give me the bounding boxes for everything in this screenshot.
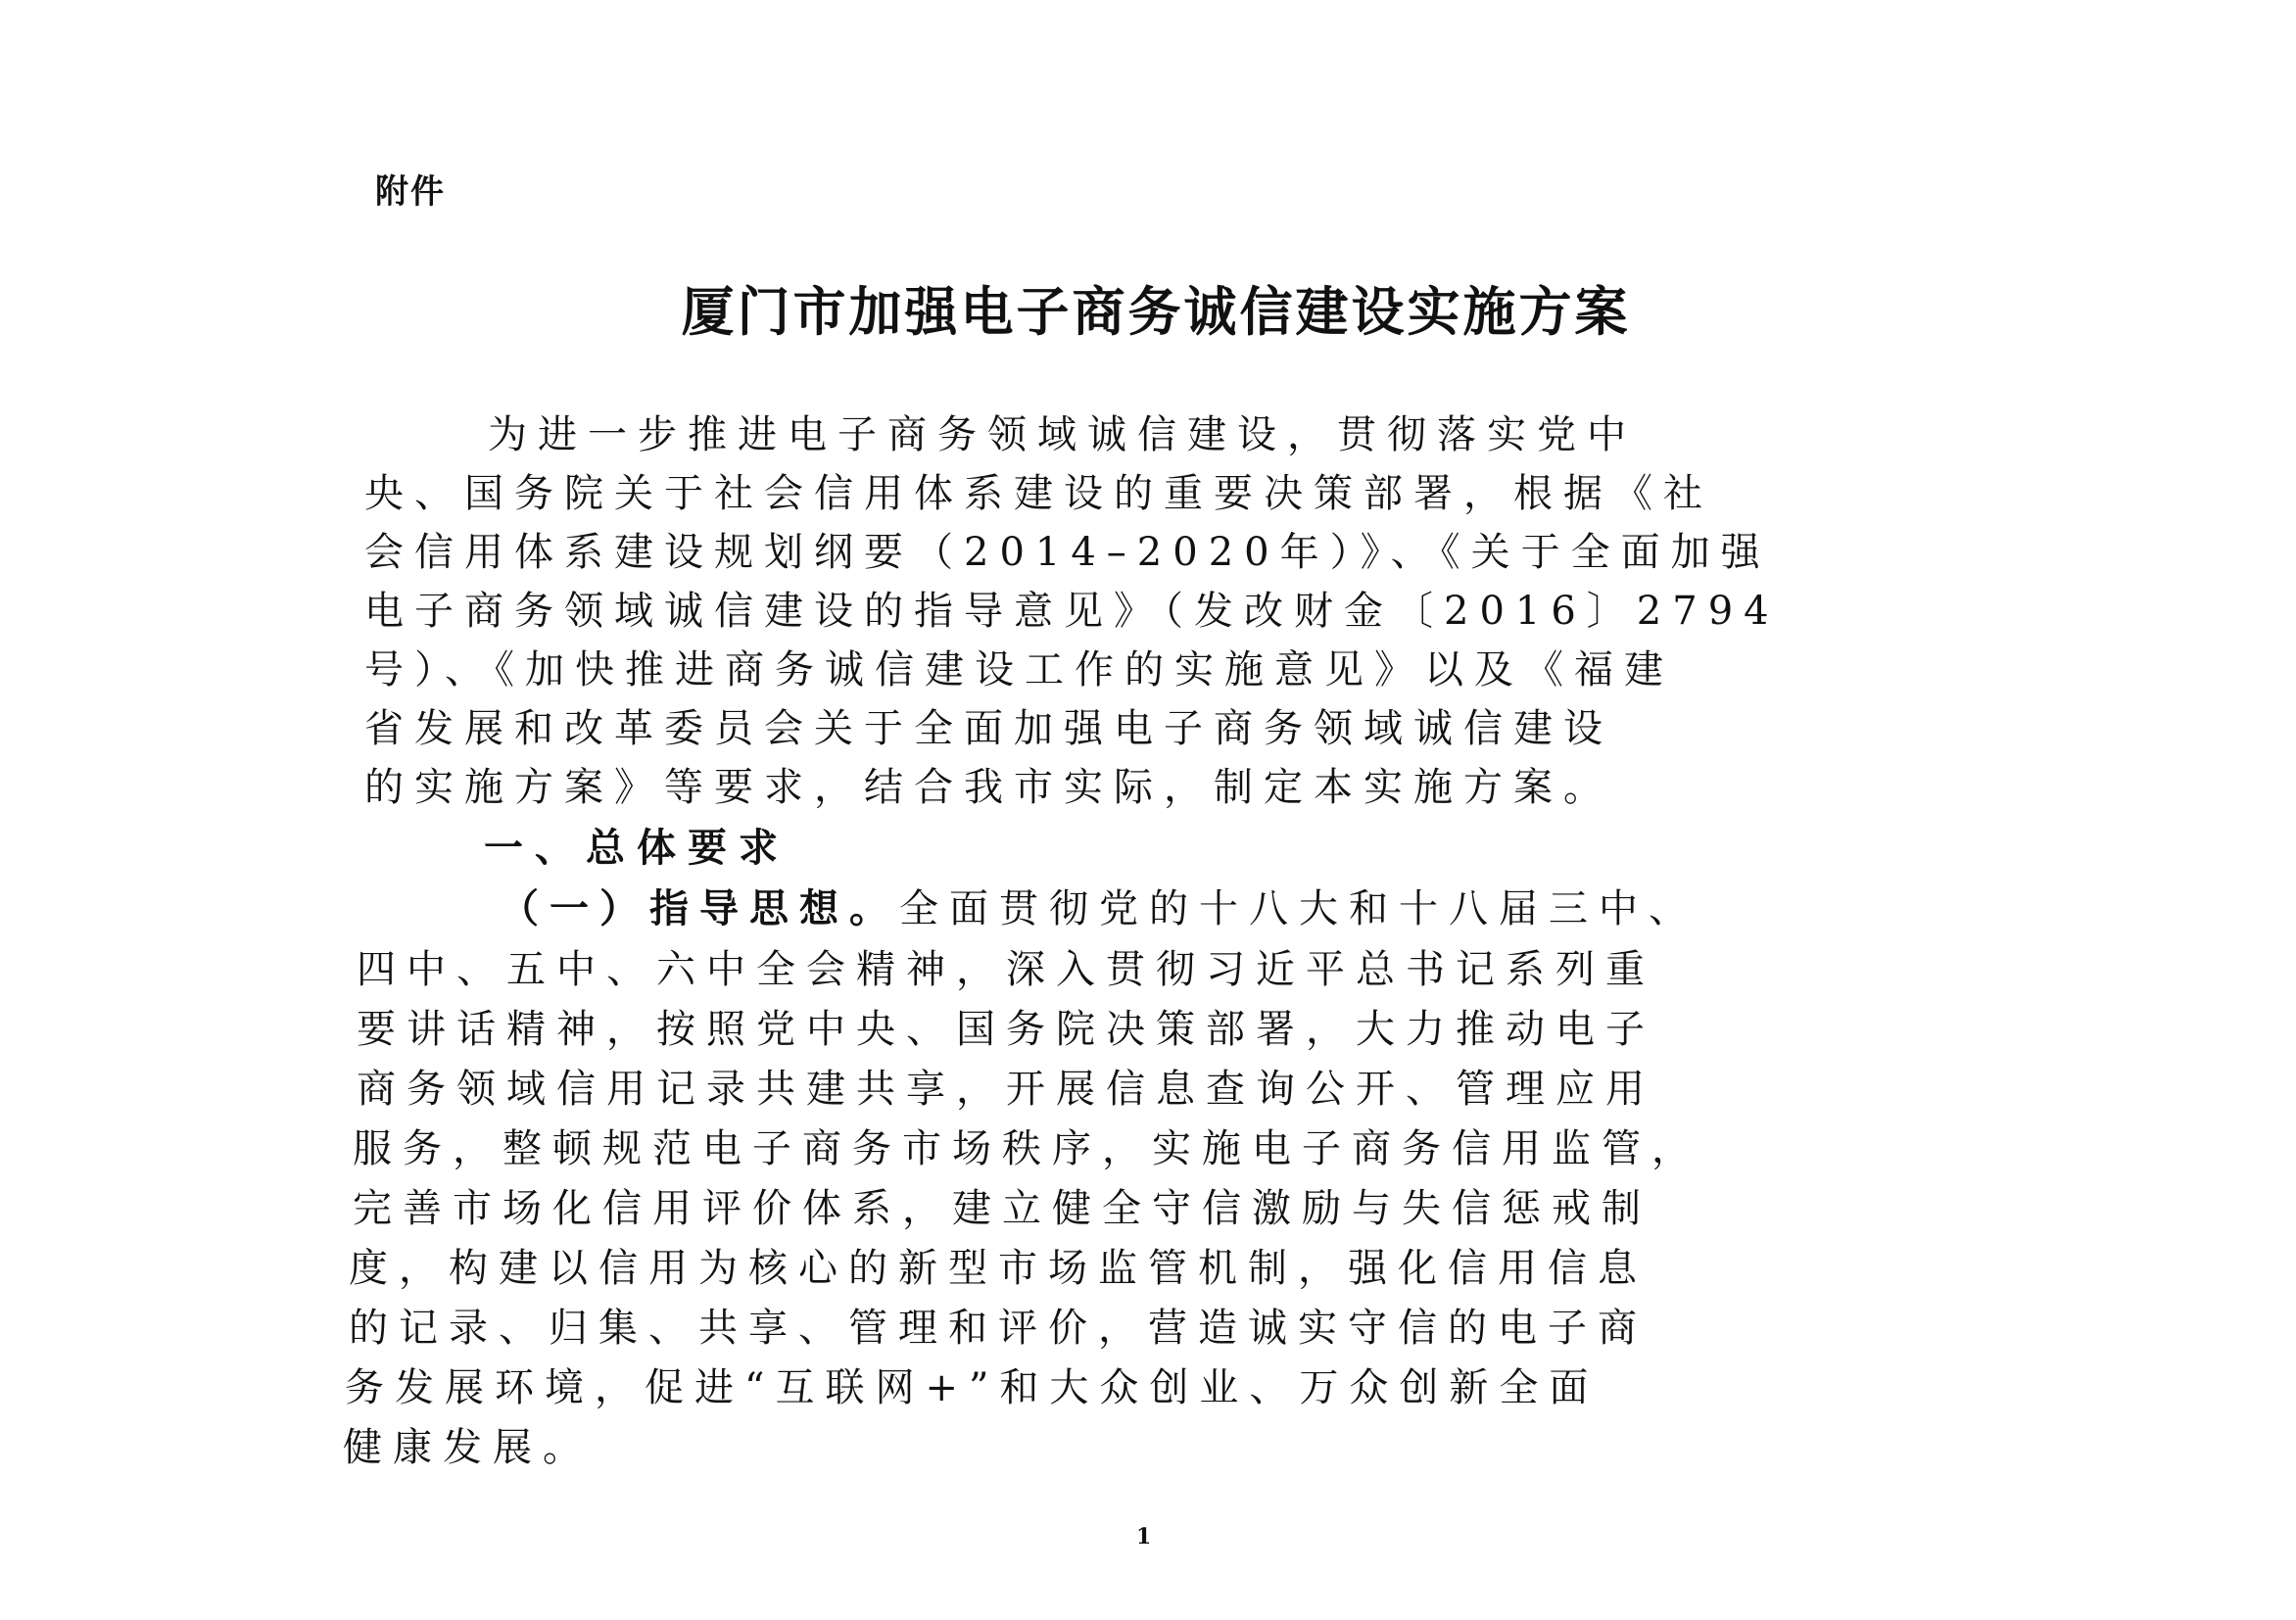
subsection-1-line-9: 务发展环境，促进“互联网+”和大众创业、万众创新全面 [345, 1365, 1600, 1410]
intro-line-5: 号）、《加快推进商务诚信建设工作的实施意见》以及《福建 [364, 647, 1674, 692]
intro-line-6: 省发展和改革委员会关于全面加强电子商务领域诚信建设 [364, 706, 1613, 751]
subsection-1-line-7: 度，构建以信用为核心的新型市场监管机制，强化信用信息 [349, 1246, 1648, 1291]
subsection-1-first-line-text: 全面贯彻党的十八大和十八届三中、 [899, 886, 1698, 931]
subsection-1-line-2: 四中、五中、六中全会精神，深入贯彻习近平总书记系列重 [357, 947, 1655, 992]
subsection-1-first-line [500, 886, 1698, 931]
subsection-1-line-5: 服务，整顿规范电子商务市场秩序，实施电子商务信用监管， [353, 1126, 1701, 1171]
page-number: 1 [1136, 1524, 1152, 1549]
intro-line-4: 电子商务领域诚信建设的指导意见》（发改财金〔2016〕2794 [364, 589, 1780, 634]
section-heading-general-requirements: 一、总体要求 [484, 826, 789, 871]
subsection-1-line-6: 完善市场化信用评价体系，建立健全守信激励与失信惩戒制 [353, 1186, 1651, 1231]
attachment-label: 附件 [375, 172, 446, 212]
intro-line-2: 央、国务院关于社会信用体系建设的重要决策部署，根据《社 [364, 471, 1713, 516]
intro-line-3: 会信用体系建设规划纲要（2014–2020年）》、《关于全面加强 [364, 530, 1771, 575]
intro-line-1: 为进一步推进电子商务领域诚信建设，贯彻落实党中 [488, 412, 1637, 457]
intro-line-7: 的实施方案》等要求，结合我市实际，制定本实施方案。 [364, 765, 1613, 810]
subsection-1-line-8: 的记录、归集、共享、管理和评价，营造诚实守信的电子商 [349, 1306, 1648, 1351]
subsection-1-line-10: 健康发展。 [343, 1425, 593, 1470]
document-title: 厦门市加强电子商务诚信建设实施方案 [681, 281, 1631, 343]
subsection-1-line-3: 要讲话精神，按照党中央、国务院决策部署，大力推动电子 [357, 1007, 1655, 1052]
subsection-1-line-4: 商务领域信用记录共建共享，开展信息查询公开、管理应用 [357, 1067, 1655, 1112]
subsection-1-label: （一）指导思想。 [500, 886, 899, 931]
